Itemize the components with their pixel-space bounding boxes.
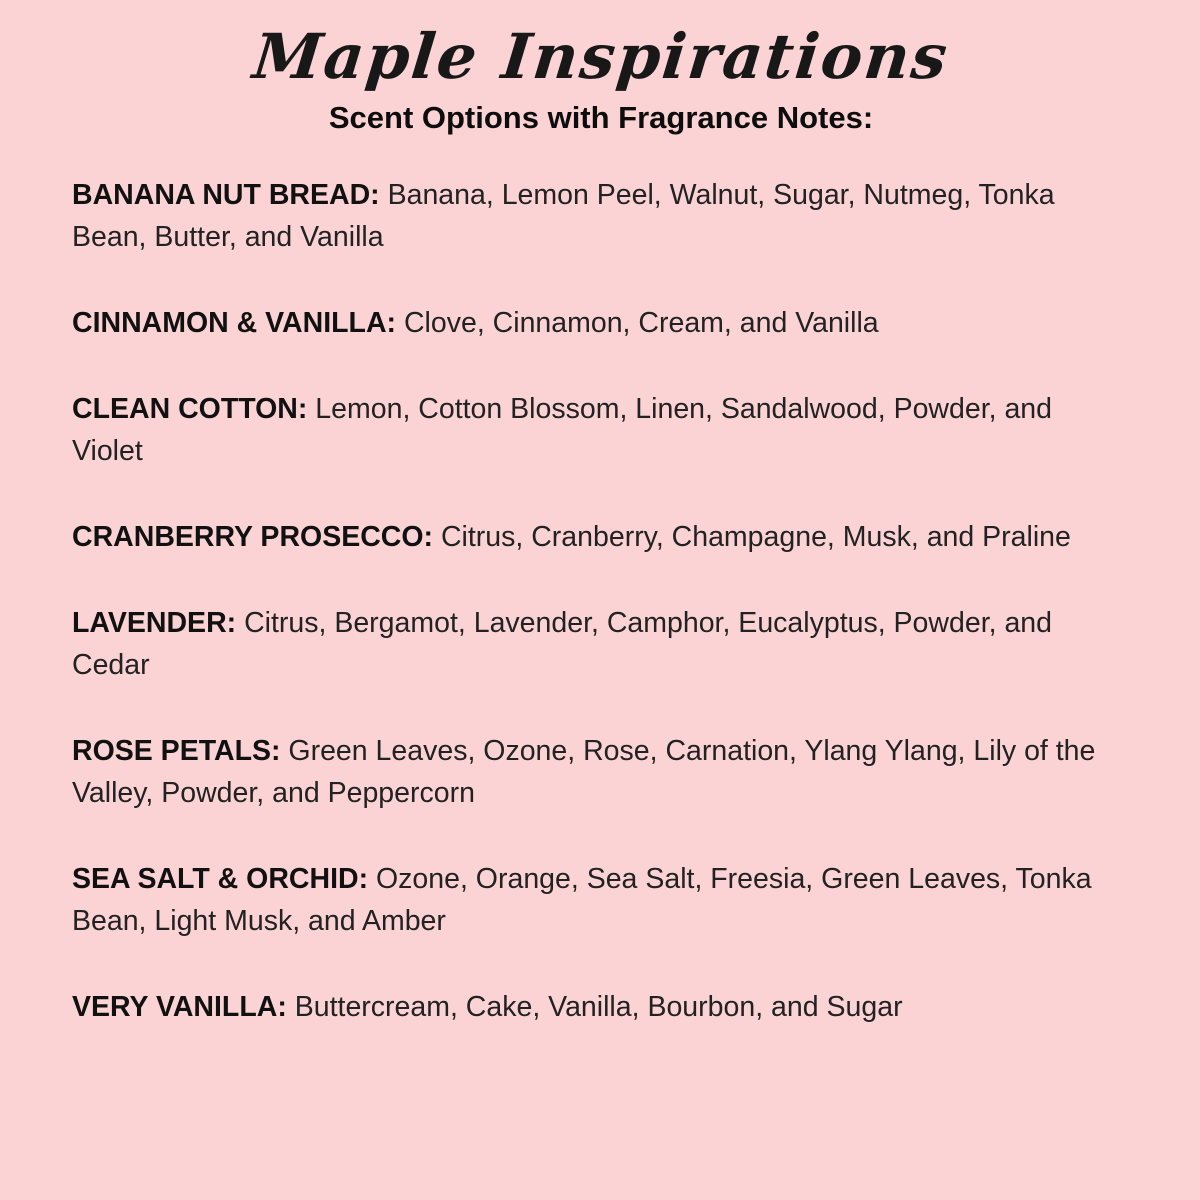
scent-name: VERY VANILLA: [72,991,295,1023]
scent-notes: Clove, Cinnamon, Cream, and Vanilla [403,307,879,339]
scent-entry-clean-cotton [72,388,1130,472]
scent-entry-lavender [72,602,1130,686]
scent-name: LAVENDER: [72,607,245,639]
scent-notes: Lemon, Cotton Blossom, Linen, Sandalwood, Powder, and Violet [72,393,1053,467]
scent-list [72,174,1130,1028]
scent-name: BANANA NUT BREAD: [72,179,388,211]
scent-name: CLEAN COTTON: [72,393,316,425]
scent-entry-sea-salt-orchid [72,858,1130,942]
scent-entry-cinnamon-vanilla [72,302,1130,344]
scent-entry-very-vanilla [72,986,1130,1028]
scent-notes: Ozone, Orange, Sea Salt, Freesia, Green Leaves, Tonka Bean, Light Musk, and Amber [72,863,1092,937]
scent-name: ROSE PETALS: [72,735,289,767]
scent-entry-rose-petals [72,730,1130,814]
scent-notes: Citrus, Bergamot, Lavender, Camphor, Eucalyptus, Powder, and Cedar [72,607,1052,681]
scent-name: CINNAMON & VANILLA: [72,307,404,339]
scent-notes: Green Leaves, Ozone, Rose, Carnation, Ylang Ylang, Lily of the Valley, Powder, and Peppercorn [72,735,1096,809]
scent-notes: Citrus, Cranberry, Champagne, Musk, and Praline [440,521,1071,553]
scent-notes: Buttercream, Cake, Vanilla, Bourbon, and Sugar [294,991,903,1023]
page-subtitle: Scent Options with Fragrance Notes: [328,100,874,135]
scent-notes: Banana, Lemon Peel, Walnut, Sugar, Nutmeg, Tonka Bean, Butter, and Vanilla [72,179,1055,253]
scent-name: CRANBERRY PROSECCO: [72,521,441,553]
brand-title: Maple Inspirations [249,20,953,93]
scent-entry-cranberry-prosecco [72,516,1130,558]
scent-entry-banana-nut-bread [72,174,1130,258]
scent-name: SEA SALT & ORCHID: [72,863,376,895]
